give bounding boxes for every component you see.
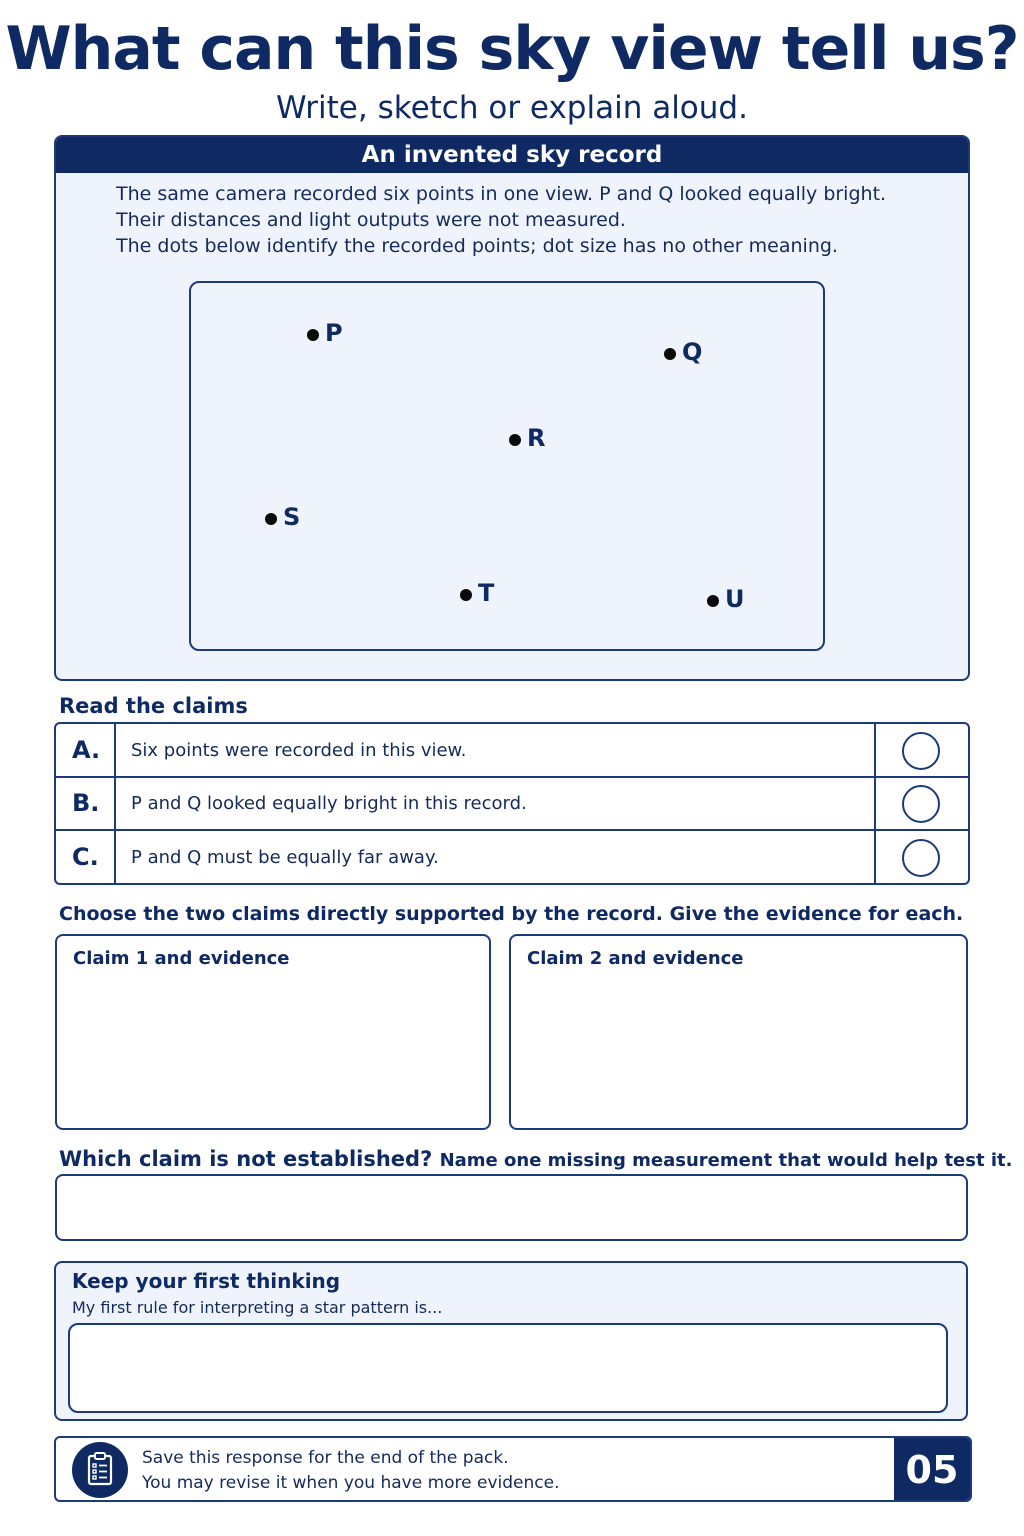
claim-1-evidence-input[interactable] <box>71 978 475 1118</box>
not-established-input[interactable] <box>69 1184 954 1232</box>
claim-row-c <box>56 831 968 884</box>
page-number: 05 <box>894 1438 970 1502</box>
star-dot-icon <box>664 348 676 360</box>
claim-text: Six points were recorded in this view. <box>131 740 467 761</box>
sky-point-label: T <box>478 579 495 607</box>
claim-row-b <box>56 777 968 830</box>
claim-2-evidence-box <box>509 934 968 1130</box>
star-dot-icon <box>265 513 277 525</box>
claim-letter: C. <box>72 843 99 871</box>
first-thinking-heading: Keep your first thinking <box>72 1269 341 1293</box>
not-established-answer-box <box>55 1174 968 1241</box>
claim-2-evidence-heading: Claim 2 and evidence <box>527 948 744 969</box>
footer-line-2: You may revise it when you have more evidence. <box>142 1473 560 1493</box>
record-line-2: Their distances and light outputs were not measured. <box>116 209 626 231</box>
star-dot-icon <box>509 434 521 446</box>
claim-a-select-circle[interactable] <box>902 732 940 770</box>
footer-line-1: Save this response for the end of the pack. <box>142 1448 509 1468</box>
sky-record-heading: An invented sky record <box>56 137 968 173</box>
claim-1-evidence-box <box>55 934 491 1130</box>
first-thinking-answer-box <box>68 1323 948 1413</box>
page-subtitle: Write, sketch or explain aloud. <box>276 90 748 126</box>
page-title: What can this sky view tell us? <box>5 14 1019 84</box>
record-line-1: The same camera recorded six points in one view. P and Q looked equally bright. <box>116 183 887 205</box>
claim-letter: A. <box>72 736 101 764</box>
sky-point-label: Q <box>682 338 703 366</box>
evidence-prompt: Choose the two claims directly supported by the record. Give the evidence for each. <box>59 903 964 925</box>
claim-letter: B. <box>72 789 100 817</box>
claim-2-evidence-input[interactable] <box>525 978 952 1118</box>
sky-record-description <box>116 181 886 259</box>
star-dot-icon <box>707 595 719 607</box>
claim-c-select-circle[interactable] <box>902 839 940 877</box>
first-thinking-panel <box>54 1261 968 1421</box>
sky-view-frame <box>189 281 825 651</box>
claim-b-select-circle[interactable] <box>902 785 940 823</box>
claim-text: P and Q must be equally far away. <box>131 847 439 868</box>
sky-point-label: S <box>283 503 301 531</box>
claim-1-evidence-heading: Claim 1 and evidence <box>73 948 290 969</box>
claim-row-a <box>56 724 968 777</box>
not-established-prompt <box>59 1147 1012 1171</box>
sky-point-label: R <box>527 424 546 452</box>
star-dot-icon <box>307 329 319 341</box>
sky-point-label: U <box>725 585 745 613</box>
sky-point-label: P <box>325 319 343 347</box>
first-thinking-prompt: My first rule for interpreting a star pattern is... <box>72 1298 443 1317</box>
claim-text: P and Q looked equally bright in this record. <box>131 793 527 814</box>
first-thinking-input[interactable] <box>80 1333 936 1403</box>
star-dot-icon <box>460 589 472 601</box>
not-established-question: Which claim is not established? <box>59 1147 433 1171</box>
not-established-instruction: Name one missing measurement that would help test it. <box>439 1150 1013 1171</box>
footer-text <box>142 1446 560 1496</box>
footer-banner <box>54 1436 972 1502</box>
record-line-3: The dots below identify the recorded points; dot size has no other meaning. <box>116 235 838 257</box>
sky-record-panel <box>54 135 970 681</box>
clipboard-icon <box>72 1442 128 1498</box>
claims-table <box>54 722 970 885</box>
claims-heading: Read the claims <box>59 694 248 718</box>
